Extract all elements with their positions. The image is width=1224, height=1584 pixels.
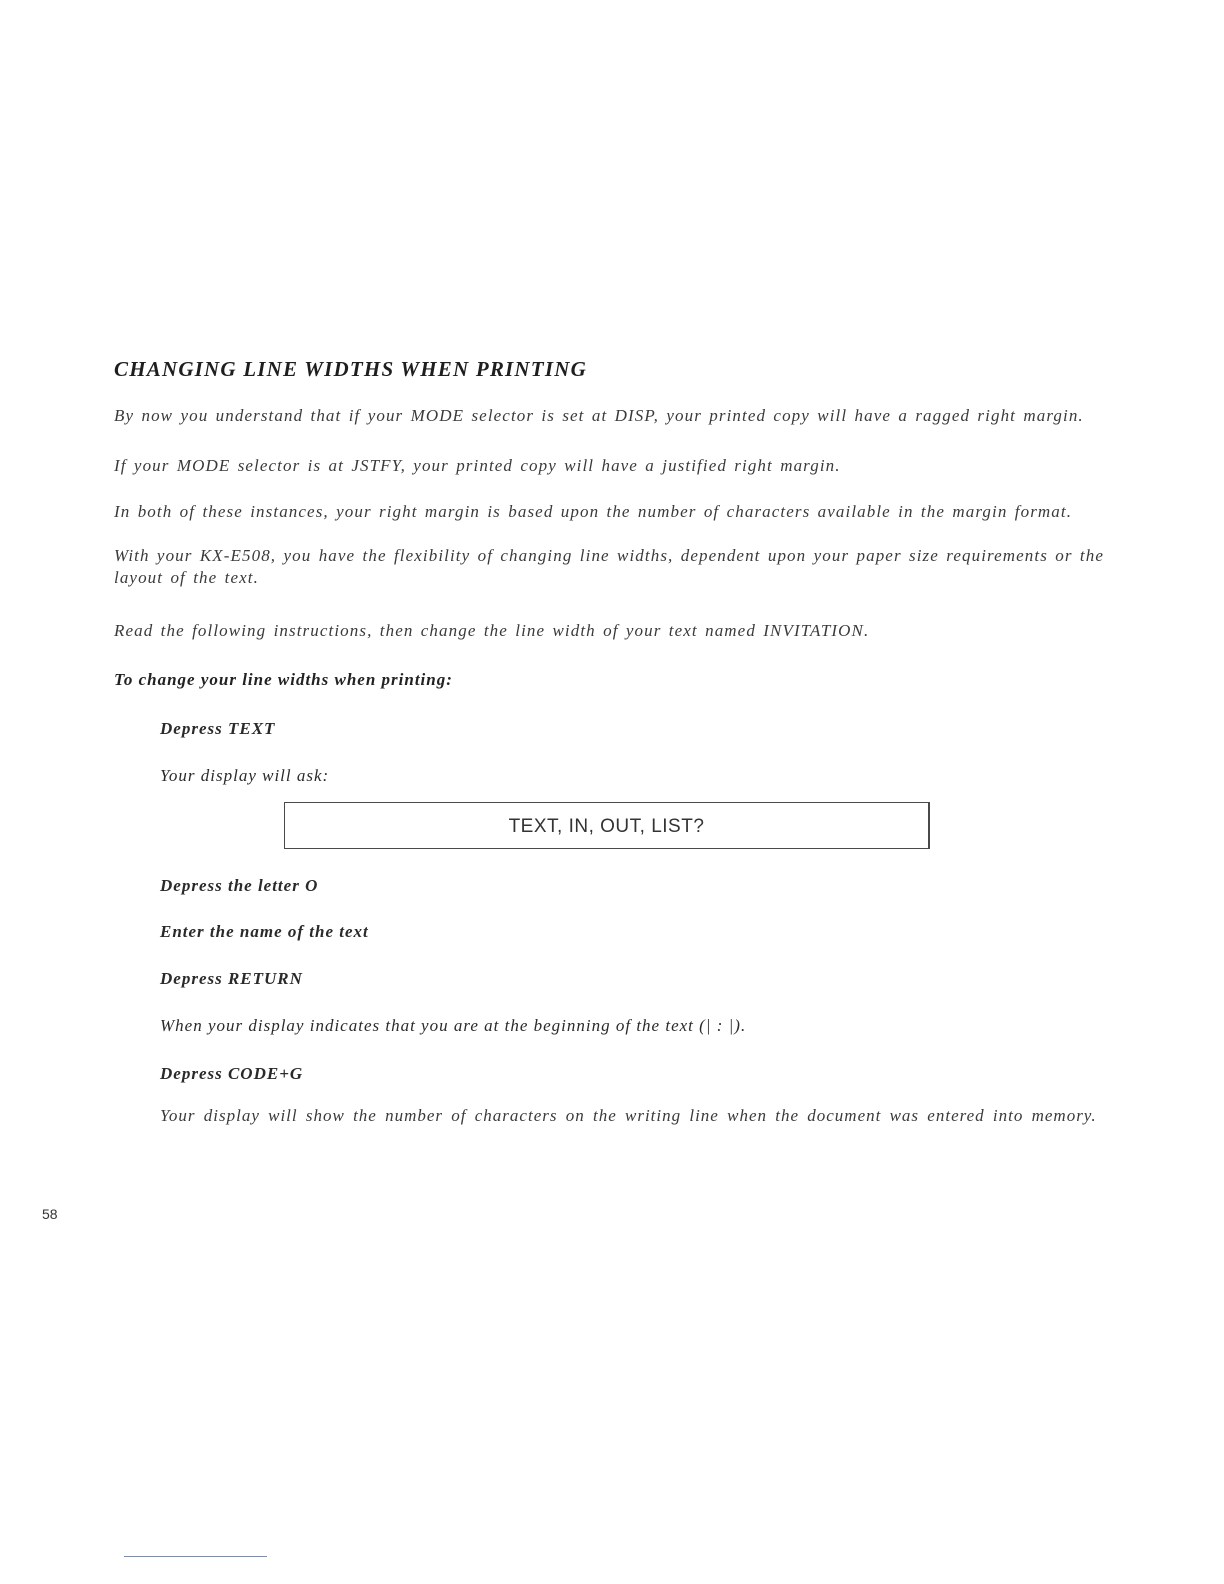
step-depress-return: Depress RETURN: [160, 969, 303, 988]
page-number: 58: [42, 1206, 58, 1222]
step-depress-code-g: Depress CODE+G: [160, 1064, 304, 1083]
step-enter-text-name: Enter the name of the text: [160, 922, 369, 941]
step-display-ask: Your display will ask:: [160, 766, 330, 785]
step-depress-letter-o: Depress the letter O: [160, 876, 319, 895]
intro-paragraph-instructions: Read the following instructions, then change the line width of your text named INVITATION.: [114, 621, 870, 640]
intro-paragraph-jstfy: If your MODE selector is at JSTFY, your printed copy will have a justified right margin.: [114, 456, 841, 475]
page-title: CHANGING LINE WIDTHS WHEN PRINTING: [114, 357, 587, 381]
step-depress-text: Depress TEXT: [160, 719, 276, 738]
intro-paragraph-disp: By now you understand that if your MODE selector is set at DISP, your printed copy will have a ragged right margin.: [114, 406, 1084, 425]
intro-paragraph-margin: In both of these instances, your right margin is based upon the number of characters available in the margin format.: [114, 502, 1073, 521]
intro-paragraph-flexibility: With your KX-E508, you have the flexibility of changing line widths, dependent upon your paper size requirements or the layout of the text.: [114, 546, 1104, 587]
step-display-characters: Your display will show the number of characters on the writing line when the document was entered into memory.: [160, 1106, 1097, 1125]
step-display-beginning: When your display indicates that you are at the beginning of the text (| : |).: [160, 1016, 747, 1035]
footer-rule: [124, 1556, 267, 1557]
procedure-heading: To change your line widths when printing:: [114, 670, 453, 689]
display-prompt-box: TEXT, IN, OUT, LIST?: [284, 802, 930, 849]
